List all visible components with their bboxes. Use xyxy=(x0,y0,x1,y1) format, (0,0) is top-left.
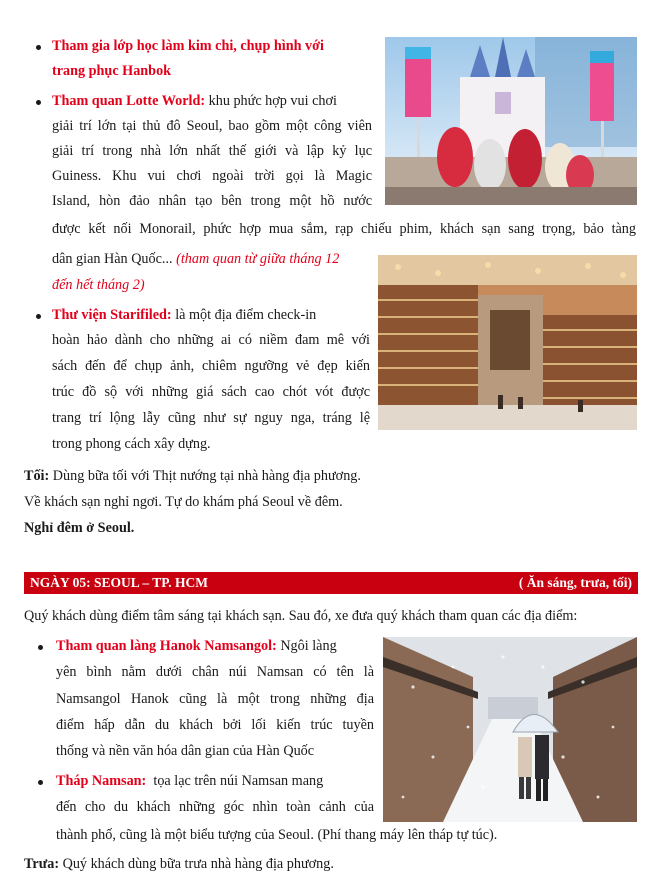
library-text: là một địa điểm check-in xyxy=(171,307,317,323)
hanok-title: Tham quan làng Hanok Namsangol: xyxy=(56,638,277,654)
lotte-world-line-7 xyxy=(52,250,339,268)
lotte-world-note-cont: đến hết tháng 2) xyxy=(52,277,145,293)
lotte-world-line-5: Island, hòn đảo nhân tạo bên trong một hồ nước xyxy=(52,193,372,209)
library-photo xyxy=(378,255,637,430)
library-title: Thư viện Starifiled: xyxy=(52,307,172,323)
bullet-dot xyxy=(36,314,41,319)
bullet-dot xyxy=(38,780,43,785)
day-meals: ( Ăn sáng, trưa, tối) xyxy=(518,575,632,590)
bullet-dot xyxy=(38,645,43,650)
lotte-world-line-3: giải trí trong nhà lớn nhất thế giới và lập kỷ lục xyxy=(52,143,372,159)
hanok-text: Ngôi làng xyxy=(276,638,337,654)
namsan-text: tọa lạc trên núi Namsan mang xyxy=(146,773,324,789)
hanok-village-photo xyxy=(383,637,637,822)
hanok-line-3: Namsangol Hanok cũng là một trong những địa xyxy=(56,691,374,707)
lunch-line xyxy=(24,855,334,873)
library-line-5: trang trí lộng lẫy cũng như sự nguy nga, tráng lệ xyxy=(52,410,370,426)
library-line-6: trong phong cách xây dựng. xyxy=(52,436,211,452)
lunch-label: Trưa: xyxy=(24,856,60,872)
evening-text: Dùng bữa tối với Thịt nướng tại nhà hàng địa phương. xyxy=(49,468,361,484)
hanok-line-4: điểm hấp dẫn du khách bởi lối kiến trúc tuyền xyxy=(56,717,374,733)
lotte-world-text-end: dân gian Hàn Quốc... xyxy=(52,251,173,267)
evening-line xyxy=(24,467,361,485)
lotte-world-line-6: được kết nối Monorail, phức hợp mua sắm, rạp chiếu phim, khách sạn sang trọng, bảo tàng xyxy=(52,221,636,237)
lotte-world-note: (tham quan từ giữa tháng 12 xyxy=(172,251,340,267)
lotte-world-photo xyxy=(385,37,637,205)
kimchi-class-title-cont: trang phục Hanbok xyxy=(52,63,172,79)
day-banner xyxy=(24,572,638,594)
hotel-line: Về khách sạn nghỉ ngơi. Tự do khám phá Seoul về đêm. xyxy=(24,494,343,510)
library-line-4: trúc đồ sộ với những giá sách cao chót vót được xyxy=(52,384,370,400)
lotte-world-title: Tham quan Lotte World: xyxy=(52,93,206,109)
kimchi-class-title: Tham gia lớp học làm kim chi, chụp hình với xyxy=(52,38,324,54)
library-line-2: hoàn hảo dành cho những ai có niềm đam mê với xyxy=(52,332,370,348)
bullet-dot xyxy=(36,45,41,50)
lotte-world-line-4: Guiness. Khu vui chơi ngoài trời gọi là Magic xyxy=(52,168,372,184)
evening-label: Tối: xyxy=(24,468,50,484)
hanok-line-5: thống và nền văn hóa dân gian của Hàn Quốc xyxy=(56,743,315,759)
namsan-line-1 xyxy=(56,772,323,790)
day-intro: Quý khách dùng điểm tâm sáng tại khách sạn. Sau đó, xe đưa quý khách tham quan các địa điểm: xyxy=(24,608,578,624)
day-title: NGÀY 05: SEOUL – TP. HCM xyxy=(30,575,209,590)
namsan-line-3: thành phố, cũng là một biểu tượng của Seoul. (Phí thang máy lên tháp tự túc). xyxy=(56,827,498,843)
lunch-text: Quý khách dùng bữa trưa nhà hàng địa phương. xyxy=(59,856,334,872)
overnight-line: Nghỉ đêm ở Seoul. xyxy=(24,520,135,536)
hanok-line-1 xyxy=(56,637,337,655)
lotte-world-line-2: giải trí lớn tại thủ đô Seoul, bao gồm một công viên xyxy=(52,118,372,134)
hanok-line-2: yên bình nằm dưới chân núi Namsan có tên là xyxy=(56,664,374,680)
bullet-dot xyxy=(36,100,41,105)
namsan-line-2: đến cho du khách những góc nhìn toàn cảnh của xyxy=(56,799,374,815)
library-line-1 xyxy=(52,306,316,324)
lotte-world-text: khu phức hợp vui chơi xyxy=(205,93,337,109)
library-line-3: sách đến để chụp ảnh, chiêm ngưỡng vẻ đẹp kiến xyxy=(52,358,370,374)
namsan-title: Tháp Namsan: xyxy=(56,773,147,789)
lotte-world-line-1 xyxy=(52,92,337,110)
